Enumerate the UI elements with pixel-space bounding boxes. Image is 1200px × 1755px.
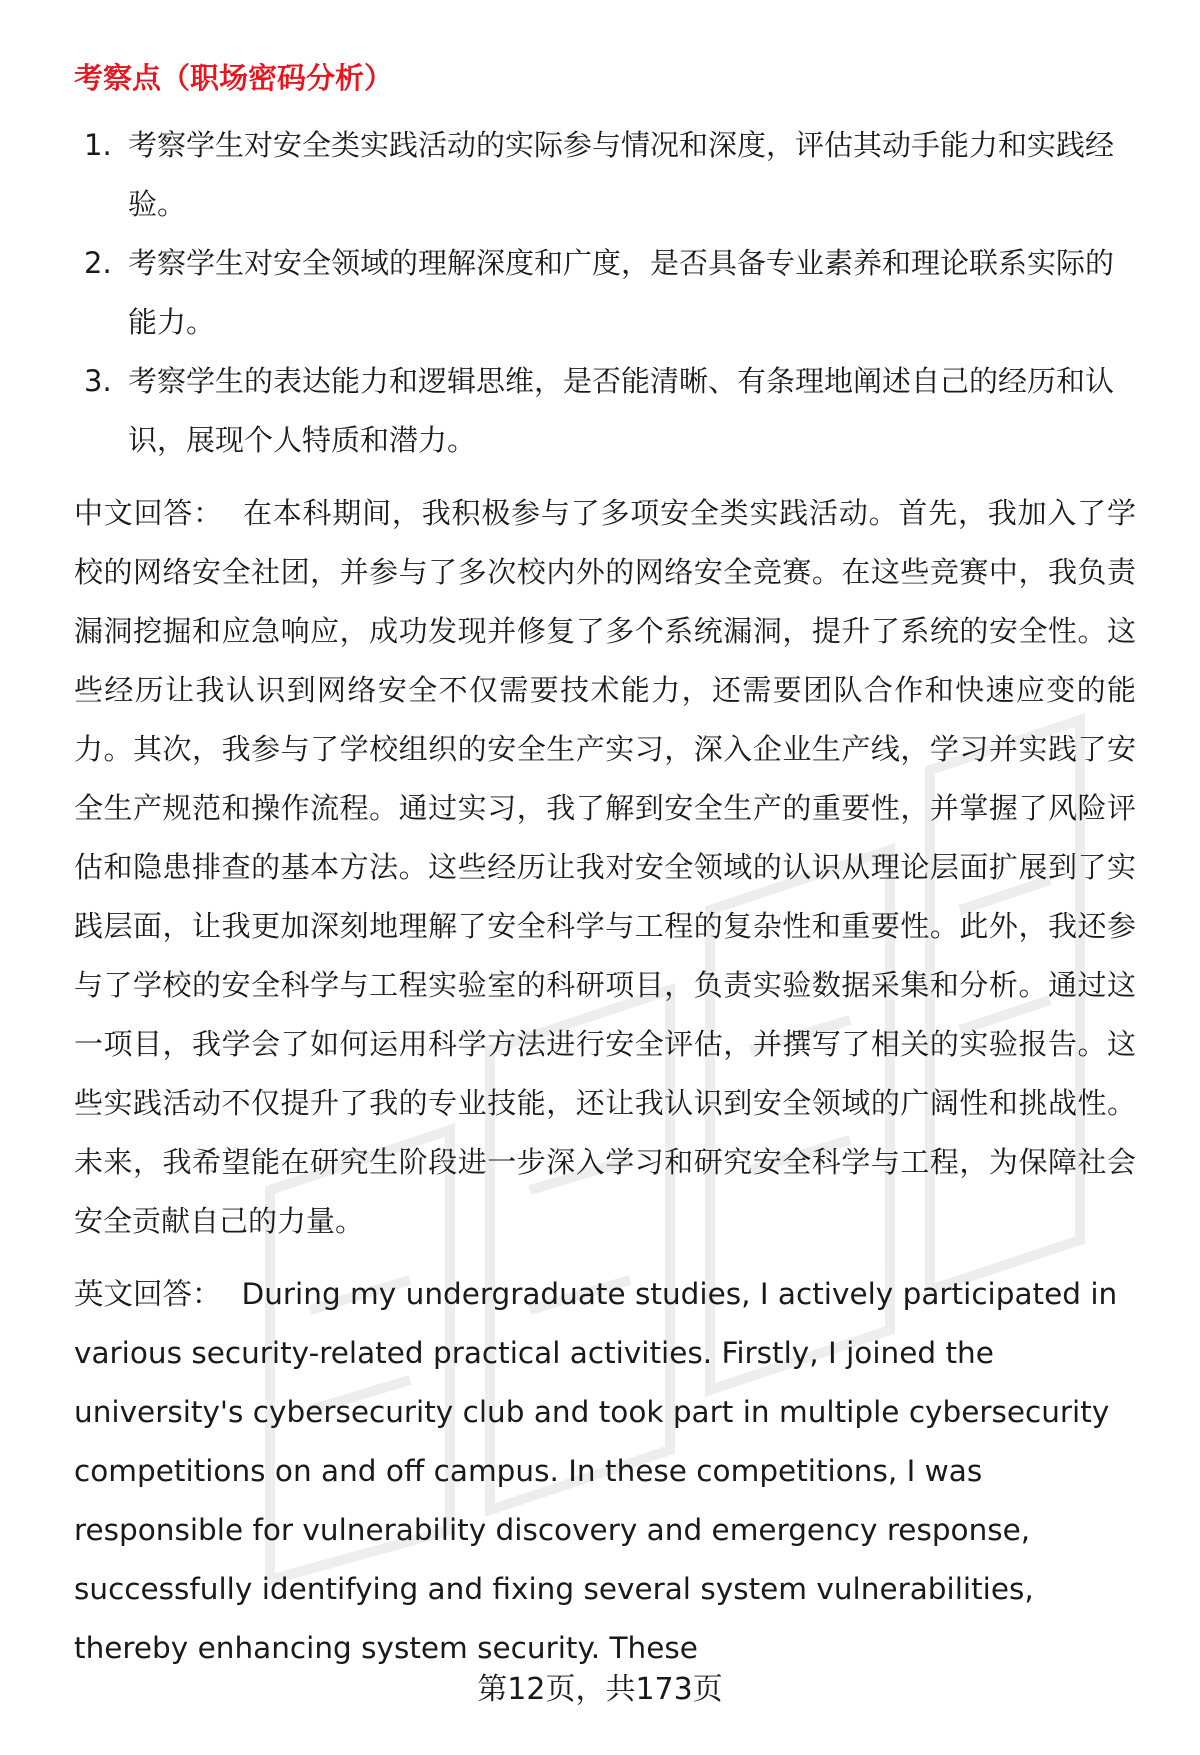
english-answer xyxy=(74,1265,1136,1678)
list-item-text: 考察学生对安全类实践活动的实际参与情况和深度，评估其动手能力和实践经验。 xyxy=(128,128,1115,221)
chinese-answer-label: 中文回答： xyxy=(74,496,223,530)
chinese-answer xyxy=(74,484,1136,1251)
chinese-answer-text: 在本科期间，我积极参与了多项安全类实践活动。首先，我加入了学校的网络安全社团，并参与了多次校内外的网络安全竞赛。在这些竞赛中，我负责漏洞挖掘和应急响应，成功发现并修复了多个系统漏洞，提升了系统的安全性。这些经历让我认识到网络安全不仅需要技术能力，还需要团队合作和快速应变的能力。其次，我参与了学校组织的安全生产实习，深入企业生产线，学习并实践了安全生产规范和操作流程。通过实习，我了解到安全生产的重要性，并掌握了风险评估和隐患排查的基本方法。这些经历让我对安全领域的认识从理论层面扩展到了实践层面，让我更加深刻地理解了安全科学与工程的复杂性和重要性。此外，我还参与了学校的安全科学与工程实验室的科研项目，负责实验数据采集和分析。通过这一项目，我学会了如何运用科学方法进行安全评估，并撰写了相关的实验报告。这些实践活动不仅提升了我的专业技能，还让我认识到安全领域的广阔性和挑战性。未来，我希望能在研究生阶段进一步深入学习和研究安全科学与工程，为保障社会安全贡献自己的力量。 xyxy=(74,496,1136,1238)
list-item xyxy=(74,234,1136,352)
list-item xyxy=(74,352,1136,470)
document-page xyxy=(74,58,1136,1678)
list-item xyxy=(74,116,1136,234)
list-item-text: 考察学生对安全领域的理解深度和广度，是否具备专业素养和理论联系实际的能力。 xyxy=(128,246,1115,339)
list-item-number: 2. xyxy=(84,246,112,280)
list-item-number: 1. xyxy=(84,128,112,162)
english-answer-label: 英文回答： xyxy=(74,1277,222,1311)
section-title: 考察点（职场密码分析） xyxy=(74,61,394,95)
page-number-footer: 第12页，共173页 xyxy=(477,1672,723,1707)
list-item-number: 3. xyxy=(84,364,112,398)
assessment-points-list xyxy=(74,116,1136,470)
english-answer-text: During my undergraduate studies, I actively participated in various security-related practical activities. Firstly, I joined the university's cybersecurity club and took part in multiple cybersecurity competitions on and off campus. In these competitions, I was responsible for vulnerability discovery and emergency response, successfully identifying and fixing several system vulnerabilities, thereby enhancing system security. These xyxy=(74,1277,1118,1665)
list-item-text: 考察学生的表达能力和逻辑思维，是否能清晰、有条理地阐述自己的经历和认识，展现个人特质和潜力。 xyxy=(128,364,1115,457)
